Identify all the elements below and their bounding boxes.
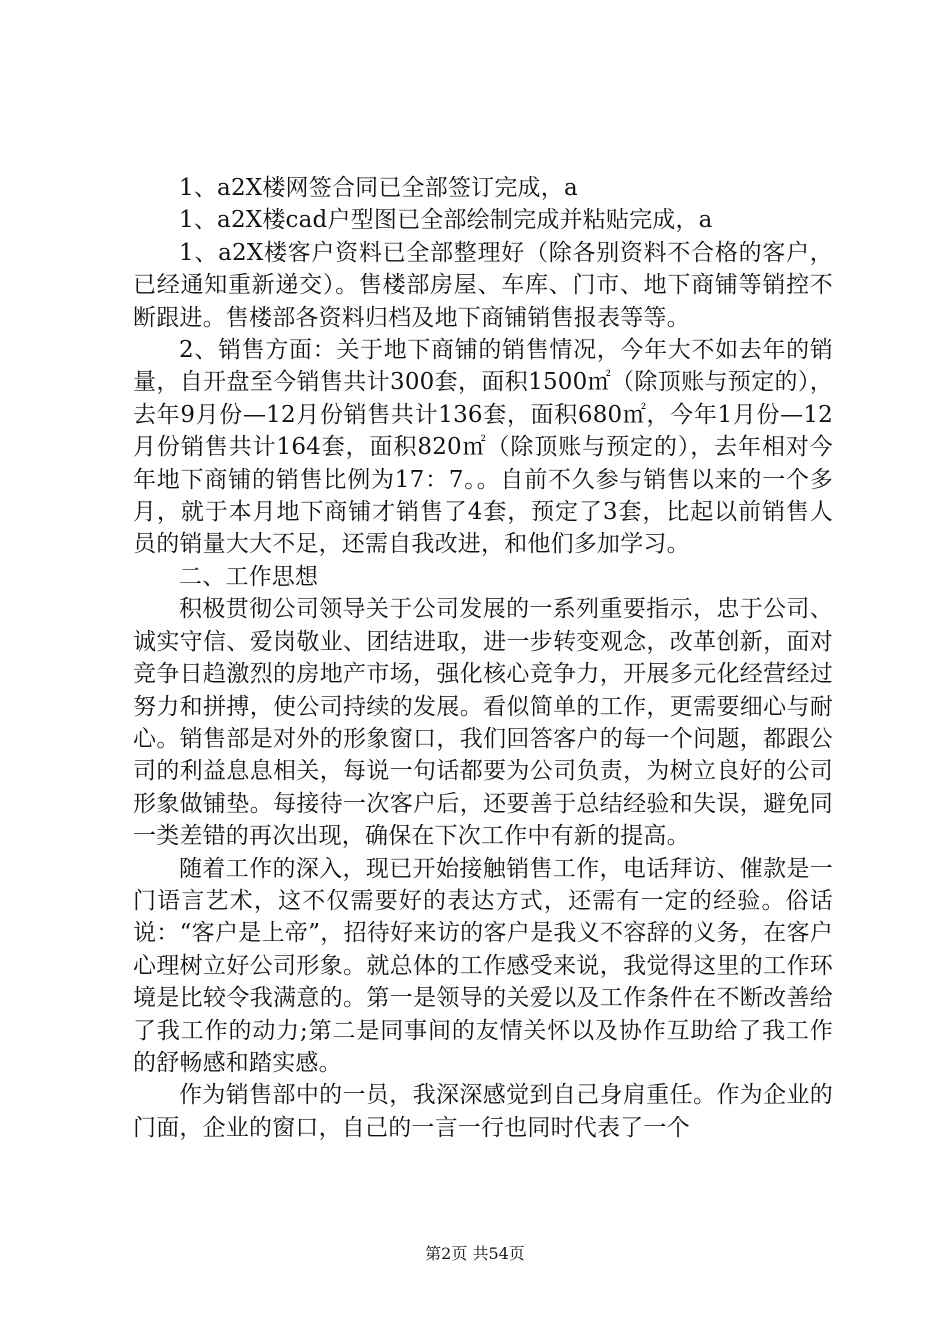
paragraph-customer-records: 1、a2X楼客户资料已全部整理好（除各别资料不合格的客户，已经通知重新递交）。售楼部房屋、车库、门市、地下商铺等销控不断跟进。售楼部各资料归档及地下商铺销售报表等等。 <box>133 239 833 331</box>
paragraph-contracts: 1、a2X楼网签合同已全部签订完成，a <box>179 175 578 201</box>
paragraph-company-guidance: 积极贯彻公司领导关于公司发展的一系列重要指示，忠于公司、诚实守信、爱岗敬业、团结进取，进一步转变观念，改革创新，面对竞争日趋激烈的房地产市场，强化核心竞争力，开展多元化经营经过努力和拼搏，使公司持续的发展。看似简单的工作，更需要细心与耐心。销售部是对外的形象窗口，我们回答客户的每一个问题，都跟公司的利益息息相关，每说一句话都要为公司负责，为树立良好的公司形象做铺垫。每接待一次客户后，还要善于总结经验和失误，避免同一类差错的再次出现，确保在下次工作中有新的提高。 <box>133 596 833 850</box>
page-number: 第2页 共54页 <box>425 1244 525 1263</box>
section-heading-work-thoughts: 二、工作思想 <box>179 563 319 590</box>
paragraph-floor-plans: 1、a2X楼cad户型图已全部绘制完成并粘贴完成，a <box>179 207 713 234</box>
document-body <box>133 172 833 1144</box>
paragraph-responsibility: 作为销售部中的一员，我深深感觉到自己身肩重任。作为企业的门面，企业的窗口，自己的一言一行也同时代表了一个 <box>133 1082 833 1141</box>
paragraph-work-experience: 随着工作的深入，现已开始接触销售工作，电话拜访、催款是一门语言艺术，这不仅需要好的表达方式，还需有一定的经验。俗话说：“客户是上帝”，招待好来访的客户是我义不容辞的义务，在客户心理树立好公司形象。就总体的工作感受来说，我觉得这里的工作环境是比较令我满意的。第一是领导的关爱以及工作条件在不断改善给了我工作的动力;第二是同事间的友情关怀以及协作互助给了我工作的舒畅感和踏实感。 <box>133 855 833 1076</box>
paragraph-sales: 2、销售方面：关于地下商铺的销售情况，今年大不如去年的销量，自开盘至今销售共计300套，面积1500㎡（除顶账与预定的），去年9月份—12月份销售共计136套，面积680㎡，今年1月份—12月份销售共计164套，面积820㎡（除顶账与预定的），去年相对今年地下商铺的销售比例为17：7。。自前不久参与销售以来的一个多月，就于本月地下商铺才销售了4套，预定了3套，比起以前销售人员的销量大大不足，还需自我改进，和他们多加学习。 <box>133 337 833 558</box>
